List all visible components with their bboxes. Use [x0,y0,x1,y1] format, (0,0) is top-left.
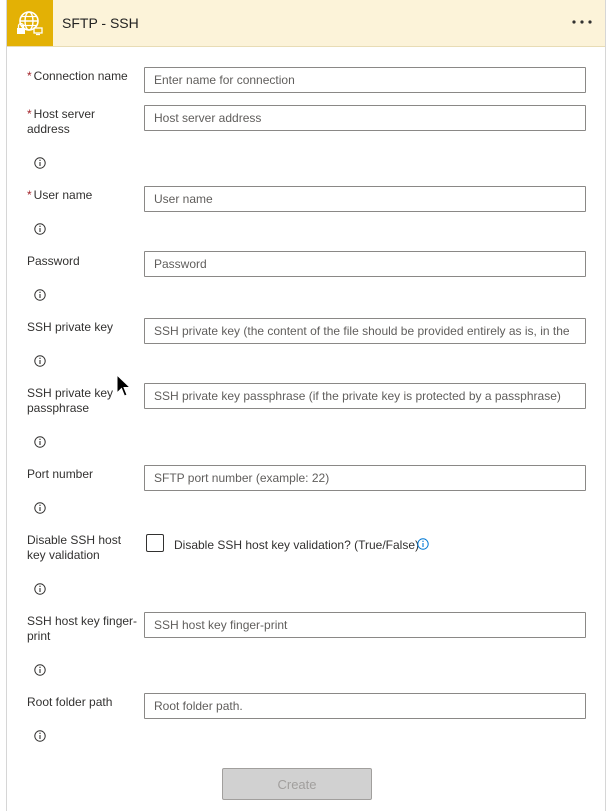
root-folder-path-input[interactable] [144,693,586,719]
info-icon[interactable] [34,355,46,367]
more-options-button[interactable] [569,9,595,35]
sftp-logo-icon [7,0,53,46]
info-icon[interactable] [34,223,46,235]
port-number-input[interactable] [144,465,586,491]
card-header [7,0,605,47]
password-input[interactable] [144,251,586,277]
disable-ssh-host-key-validation-checkbox[interactable] [146,534,164,552]
info-icon[interactable] [34,664,46,676]
ssh-private-key-input[interactable] [144,318,586,344]
password-label: Password [27,254,80,268]
user-name-input[interactable] [144,186,586,212]
info-icon[interactable] [34,289,46,301]
connection-card [6,0,606,811]
ssh-private-key-label: SSH private key [27,320,114,334]
ssh-host-key-fingerprint-label: SSH host key finger-print [27,614,138,643]
host-server-address-input[interactable] [144,105,586,131]
required-marker: * [27,107,32,121]
user-name-label: * User name [27,188,93,202]
root-folder-path-label: Root folder path [27,695,113,709]
disable-ssh-host-key-validation-checkbox-label[interactable]: Disable SSH host key validation? (True/False) [174,538,419,552]
mouse-pointer-icon [116,374,132,398]
create-button[interactable]: Create [222,768,372,800]
connector-title: SFTP - SSH [62,15,139,31]
ssh-host-key-fingerprint-input[interactable] [144,612,586,638]
disable-ssh-host-key-validation-label: Disable SSH host key validation [27,533,122,562]
info-icon[interactable] [34,157,46,169]
required-marker: * [27,188,32,202]
port-number-label: Port number [27,467,94,481]
ssh-private-key-passphrase-input[interactable] [144,383,586,409]
ellipsis-icon [571,19,593,25]
info-icon[interactable] [34,436,46,448]
info-icon[interactable] [34,730,46,742]
info-icon[interactable] [34,583,46,595]
info-icon[interactable] [34,502,46,514]
ssh-private-key-passphrase-label: SSH private key passphrase [27,386,114,415]
connection-name-label: * Connection name [27,69,128,83]
host-server-address-label: * Host server address [27,107,96,136]
required-marker: * [27,69,32,83]
connection-name-input[interactable] [144,67,586,93]
info-icon[interactable] [417,538,429,550]
